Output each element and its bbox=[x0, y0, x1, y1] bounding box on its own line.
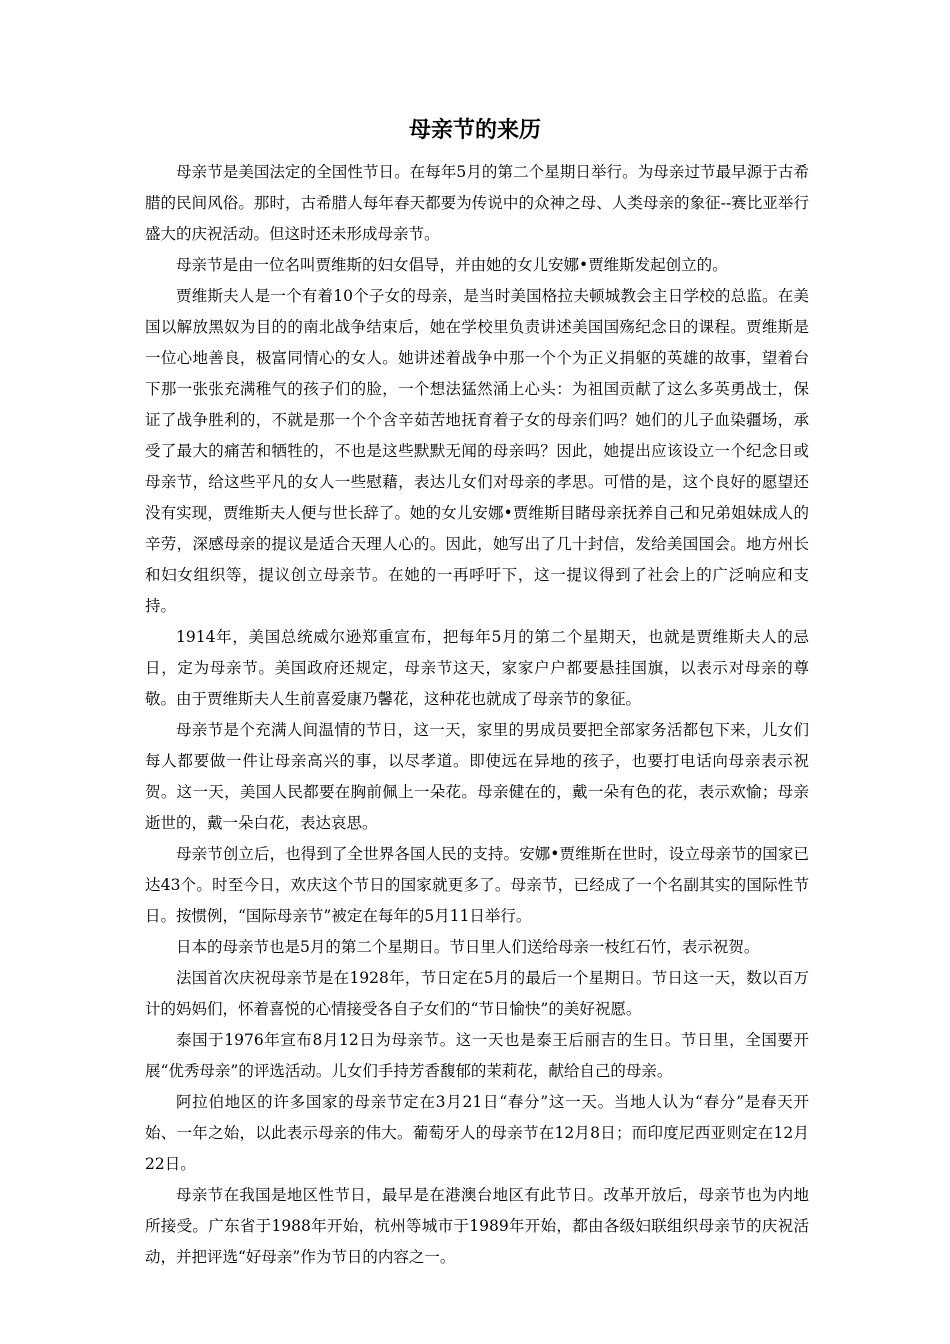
paragraph-international: 母亲节创立后，也得到了全世界各国人民的支持。安娜•贾维斯在世时，设立母亲节的国家已达43个。时至今日，欢庆这个节日的国家就更多了。母亲节，已经成了一个名副其实的国际性节日。按惯例，“国际母亲节”被定在每年的5月11日举行。 bbox=[145, 845, 809, 925]
paragraph-thailand: 泰国于1976年宣布8月12日为母亲节。这一天也是泰王后丽吉的生日。节日里，全国要开展“优秀母亲”的评选活动。儿女们手持芳香馥郁的茉莉花，献给自己的母亲。 bbox=[145, 1031, 809, 1080]
paragraph-origin: 母亲节是美国法定的全国性节日。在每年5月的第二个星期日举行。为母亲过节最早源于古希腊的民间风俗。那时，古希腊人每年春天都要为传说中的众神之母、人类母亲的象征--赛比亚举行盛大的庆祝活动。但这时还未形成母亲节。 bbox=[145, 163, 809, 243]
paragraph-arab-portugal-indonesia: 阿拉伯地区的许多国家的母亲节定在3月21日“春分”这一天。当地人认为“春分”是春天开始、一年之始，以此表示母亲的伟大。葡萄牙人的母亲节在12月8日；而印度尼西亚则定在12月22日。 bbox=[145, 1093, 809, 1173]
paragraph-1914: 1914年，美国总统威尔逊郑重宣布，把每年5月的第二个星期天，也就是贾维斯夫人的忌日，定为母亲节。美国政府还规定，母亲节这天，家家户户都要悬挂国旗，以表示对母亲的尊敬。由于贾维斯夫人生前喜爱康乃馨花，这种花也就成了母亲节的象征。 bbox=[145, 628, 809, 708]
paragraph-customs: 母亲节是个充满人间温情的节日，这一天，家里的男成员要把全部家务活都包下来，儿女们每人都要做一件让母亲高兴的事，以尽孝道。即使远在异地的孩子，也要打电话向母亲表示祝贺。这一天，美国人民都要在胸前佩上一朵花。母亲健在的，戴一朵有色的花，表示欢愉；母亲逝世的，戴一朵白花，表达哀思。 bbox=[145, 721, 809, 832]
paragraph-china: 母亲节在我国是地区性节日，最早是在港澳台地区有此节日。改革开放后，母亲节也为内地所接受。广东省于1988年开始，杭州等城市于1989年开始，都由各级妇联组织母亲节的庆祝活动，并把评选“好母亲”作为节日的内容之一。 bbox=[145, 1186, 809, 1266]
paragraph-japan: 日本的母亲节也是5月的第二个星期日。节日里人们送给母亲一枝红石竹，表示祝贺。 bbox=[176, 938, 760, 956]
paragraph-mrs-jarvis: 贾维斯夫人是一个有着10个子女的母亲，是当时美国格拉夫顿城教会主日学校的总监。在美国以解放黑奴为目的的南北战争结束后，她在学校里负责讲述美国国殇纪念日的课程。贾维斯是一位心地善良，极富同情心的女人。她讲述着战争中那一个个为正义捐躯的英雄的故事，望着台下那一张张充满稚气的孩子们的脸，一个想法猛然涌上心头：为祖国贡献了这么多英勇战士，保证了战争胜利的，不就是那一个个含辛茹苦地抚育着子女的母亲们吗？她们的儿子血染疆场，承受了最大的痛苦和牺牲的，不也是这些默默无闻的母亲吗？因此，她提出应该设立一个纪念日或母亲节，给这些平凡的女人一些慰藉，表达儿女们对母亲的孝思。可惜的是，这个良好的愿望还没有实现，贾维斯夫人便与世长辞了。她的女儿安娜•贾维斯目睹母亲抚养自己和兄弟姐妹成人的辛劳，深感母亲的提议是适合天理人心的。因此，她写出了几十封信，发给美国国会。地方州长和妇女组织等，提议创立母亲节。在她的一再呼吁下，这一提议得到了社会上的广泛响应和支持。 bbox=[145, 287, 809, 615]
document-body bbox=[145, 157, 809, 1273]
paragraph-france: 法国首次庆祝母亲节是在1928年，节日定在5月的最后一个星期日。节日这一天，数以百万计的妈妈们，怀着喜悦的心情接受各自子女们的“节日愉快”的美好祝愿。 bbox=[145, 969, 809, 1018]
document-title: 母亲节的来历 bbox=[408, 117, 541, 143]
paragraph-founder: 母亲节是由一位名叫贾维斯的妇女倡导，并由她的女儿安娜•贾维斯发起创立的。 bbox=[176, 256, 728, 274]
